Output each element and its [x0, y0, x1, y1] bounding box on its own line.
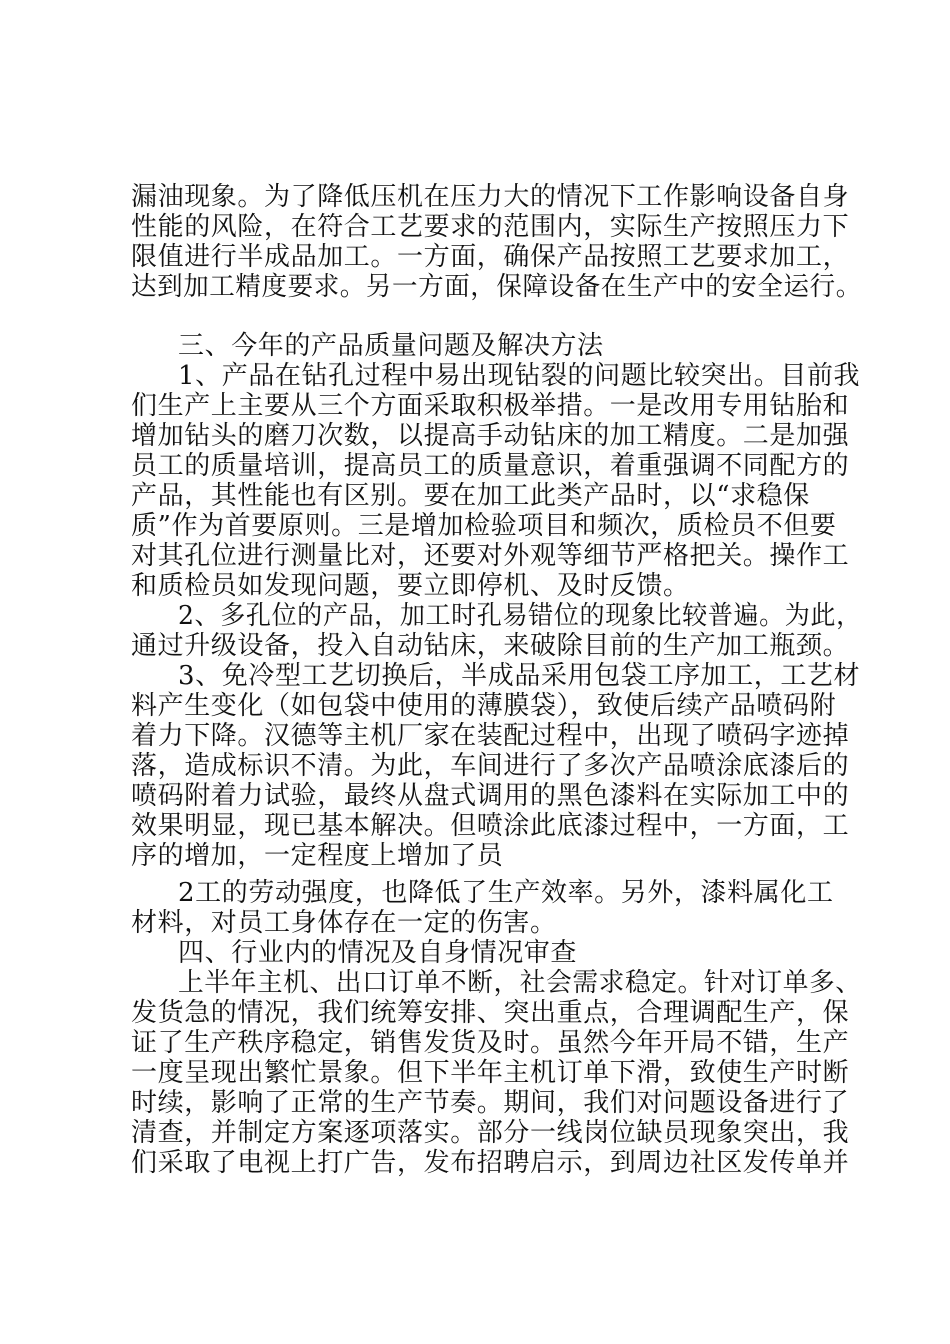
text-line: 落，造成标识不清。为此，车间进行了多次产品喷涂底漆后的 [131, 751, 850, 781]
text-line: 着力下降。汉德等主机厂家在装配过程中，出现了喷码字迹掉 [131, 721, 850, 751]
text-line: 一度呈现出繁忙景象。但下半年主机订单下滑，致使生产时断 [131, 1058, 850, 1088]
text-line: 漏油现象。为了降低压机在压力大的情况下工作影响设备自身 [131, 182, 850, 212]
text-line: 料产生变化（如包袋中使用的薄膜袋），致使后续产品喷码附 [131, 691, 837, 721]
text-line: 效果明显，现已基本解决。但喷涂此底漆过程中，一方面，工 [131, 811, 850, 841]
text-line: 产品，其性能也有区别。要在加工此类产品时，以“求稳保 [131, 481, 810, 511]
text-line: 性能的风险，在符合工艺要求的范围内，实际生产按照压力下 [131, 212, 850, 242]
text-line: 2、多孔位的产品，加工时孔易错位的现象比较普遍。为此， [178, 601, 862, 631]
text-line: 上半年主机、出口订单不断，社会需求稳定。针对订单多、 [178, 968, 862, 998]
text-line: 证了生产秩序稳定，销售发货及时。虽然今年开局不错，生产 [131, 1028, 850, 1058]
text-line: 增加钻头的磨刀次数，以提高手动钻床的加工精度。二是加强 [131, 421, 850, 451]
text-line: 通过升级设备，投入自动钻床，来破除目前的生产加工瓶颈。 [131, 631, 850, 661]
text-line: 达到加工精度要求。另一方面，保障设备在生产中的安全运行。 [131, 272, 862, 302]
text-line: 2工的劳动强度，也降低了生产效率。另外，漆料属化工 [178, 878, 834, 908]
section-heading: 四、行业内的情况及自身情况审查 [178, 938, 578, 968]
text-line: 时续，影响了正常的生产节奏。期间，我们对问题设备进行了 [131, 1088, 850, 1118]
text-line: 们生产上主要从三个方面采取积极举措。一是改用专用钻胎和 [131, 391, 850, 421]
text-line: 3、免冷型工艺切换后，半成品采用包袋工序加工，工艺材 [178, 661, 861, 691]
text-line: 发货急的情况，我们统筹安排、突出重点，合理调配生产，保 [131, 998, 850, 1028]
text-line: 喷码附着力试验，最终从盘式调用的黑色漆料在实际加工中的 [131, 781, 850, 811]
text-line: 序的增加，一定程度上增加了员 [131, 841, 504, 871]
text-line: 限值进行半成品加工。一方面，确保产品按照工艺要求加工， [131, 242, 850, 272]
text-line: 和质检员如发现问题，要立即停机、及时反馈。 [131, 571, 690, 601]
section-heading: 三、今年的产品质量问题及解决方法 [178, 331, 604, 361]
text-line: 清查，并制定方案逐项落实。部分一线岗位缺员现象突出，我 [131, 1118, 850, 1148]
text-line: 员工的质量培训，提高员工的质量意识，着重强调不同配方的 [131, 451, 850, 481]
text-line: 们采取了电视上打广告，发布招聘启示，到周边社区发传单并 [131, 1148, 850, 1178]
text-line: 对其孔位进行测量比对，还要对外观等细节严格把关。操作工 [131, 541, 850, 571]
text-line: 质”作为首要原则。三是增加检验项目和频次，质检员不但要 [131, 511, 837, 541]
text-line: 材料，对员工身体存在一定的伤害。 [131, 908, 557, 938]
text-line: 1、产品在钻孔过程中易出现钻裂的问题比较突出。目前我 [178, 361, 861, 391]
